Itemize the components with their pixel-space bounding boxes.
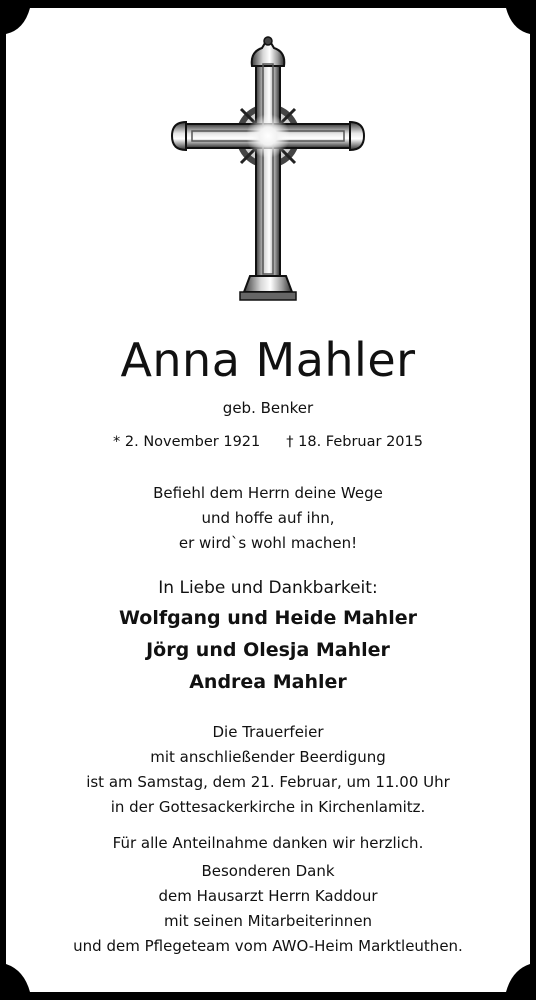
mourner-name: Wolfgang und Heide Mahler [119,607,417,629]
death-date: † 18. Februar 2015 [286,434,423,450]
mourner-name: Jörg und Olesja Mahler [146,639,390,661]
deceased-name: Anna Mahler [120,333,416,387]
maiden-name: geb. Benker [222,399,314,417]
birth-date: * 2. November 1921 [113,434,261,450]
service-line: mit anschließender Beerdigung [150,748,386,766]
mourners-intro: In Liebe und Dankbarkeit: [158,578,378,598]
mourner-name: Andrea Mahler [189,671,347,693]
ornate-cross-icon [170,36,366,304]
verse-line: er wird`s wohl machen! [178,534,358,552]
service-line: in der Gottesackerkirche in Kirchenlamitz. [110,798,426,816]
thanks-line: Für alle Anteilnahme danken wir herzlich. [112,834,424,852]
service-line: ist am Samstag, dem 21. Februar, um 11.00 Uhr [86,773,450,791]
special-thanks-line: mit seinen Mitarbeiterinnen [163,912,373,930]
service-line: Die Trauerfeier [212,723,324,741]
special-thanks-line: und dem Pflegeteam vom AWO-Heim Marktleuthen. [73,937,463,955]
life-dates [0,432,536,452]
special-thanks-line: dem Hausarzt Herrn Kaddour [158,887,378,905]
verse-line: Befiehl dem Herrn deine Wege [153,484,383,502]
verse-line: und hoffe auf ihn, [201,509,335,527]
special-thanks-line: Besonderen Dank [201,862,335,880]
